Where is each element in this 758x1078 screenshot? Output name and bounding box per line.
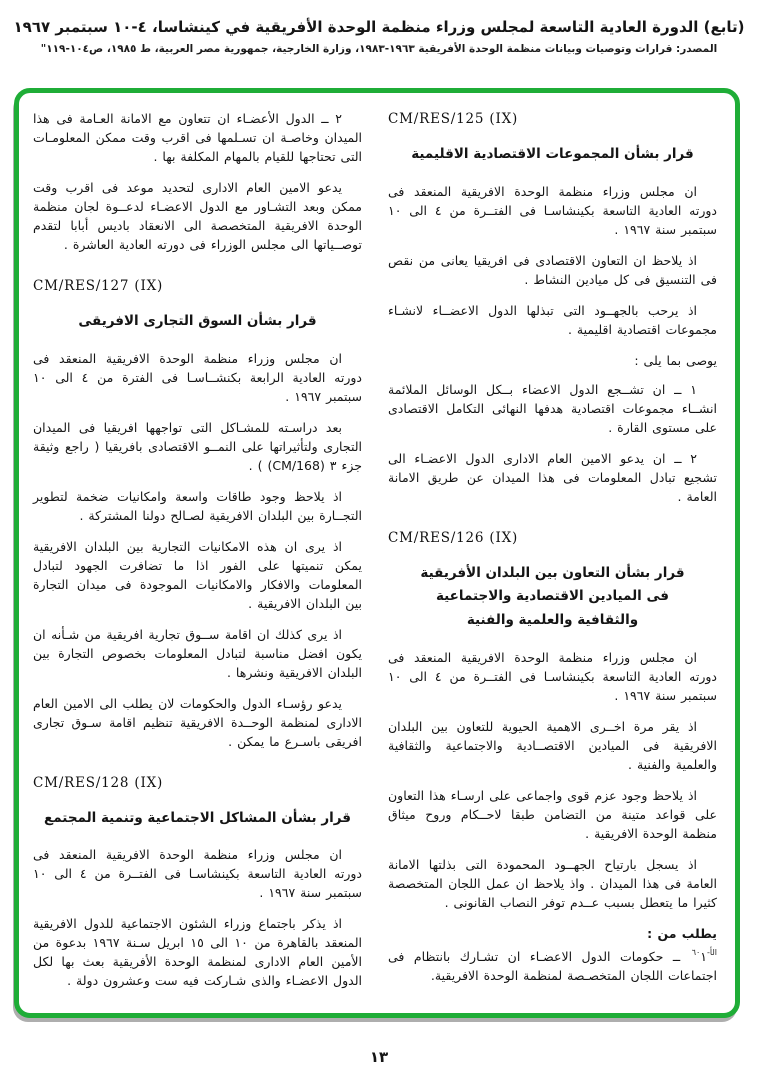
resolution-code-126: CM/RES/126 (IX) — [388, 529, 519, 546]
body-paragraph: ان مجلس وزراء منظمة الوحدة الافريقية المنعقد فى دورته العادية التاسعة بكينشاسـا فى الفتــرة من ٤ الى ١٠ سبتمبر سنة ١٩٦٧ . — [388, 649, 717, 703]
title-line: والثقافية والعلمية والفنية — [466, 611, 639, 628]
column-right — [388, 109, 717, 1003]
source-citation: المصدر: قرارات وتوصيات وبيانات منظمة الوحدة الأفريقية ١٩٦٣-١٩٨٣، وزارة الخارجية، جمهورية مصر العربية، ط ١٩٨٥، ص١٠٤-١١٩" — [40, 43, 718, 55]
body-paragraph: يدعو الامين العام الادارى لتحديد موعد فى اقرب وقت ممكن وبعد التشـاور مع الدول الاعضـاء لدعــوة لجان منظمة الوحدة الافريقية المتخصصة الى الانعقاد باديس أبابا لتقدم توصــياتها الى مجلس الوزراء فى دورته العادية العاشرة . — [33, 180, 362, 252]
body-paragraph: اذ يذكر باجتماع وزراء الشئون الاجتماعية للدول الافريقية المنعقد بالقاهرة من ١٠ الى ١٥ ابريل سـنة ١٩٦٧ بدعوة من الأمين العام الادارى لمنظمة الوحدة الأفريقية بعث بها لكل الدول الاعضـاء والذى شـاركت فيه ست وعشرون دولة . — [33, 916, 363, 989]
body-paragraph: اذ يلاحظ ان التعاون الاقتصادى فى افريقيا يعانى من نقص فى التنسيق فى كل ميادين النشاط . — [388, 252, 717, 287]
resolution-title-127: قرار بشأن السوق التجارى الافريقى — [78, 313, 317, 329]
body-paragraph: اذ يقر مرة اخــرى الاهمية الحيوية للتعاون بين البلدان الافريقية فى الميادين الاقتصــادية والاجتماعية والثقافية والعلمية والفنية . — [388, 718, 717, 772]
body-paragraph: اذ يرى ان هذه الامكانيات التجارية بين البلدان الافريقية يمكن تنميتها على الفور اذا ما تضافرت الجهود لتبادل المعلومات والافكار والامكانيات الموجودة فى ميدان التجارة بين البلدان الافريقية . — [33, 538, 362, 611]
column-left — [33, 109, 362, 1003]
numbered-item: ٢ ــ ان يدعو الامين العام الادارى الدول الاعضـاء الى تشجيع تبادل المعلومات فى هذا الميدان عن طريق الامانة العامة . — [388, 450, 717, 504]
request-item-text: ١ ــ حكومات الدول الاعضـاء ان تشـارك بانتظام فى اجتماعات اللجان المتخصـصة لمنظمة الوحدة الافريقية. — [388, 948, 717, 983]
handwritten-annotation: الأ-٦٠ — [691, 947, 717, 957]
resolution-code-128: CM/RES/128 (IX) — [33, 774, 164, 791]
resolutions-border-box — [14, 88, 740, 1018]
page-header — [0, 0, 758, 55]
page-number: ١٣ — [369, 1048, 389, 1066]
body-paragraph: اذ يلاحظ وجود عزم قوى واجماعى على ارسـاء هذا التعاون على قواعد متينة من التضامن طبقا لاحــكام وروح ميثاق منظمة الوحدة الافريقية . — [388, 787, 717, 841]
recommendation-lead: يوصى بما يلى : — [634, 352, 717, 368]
body-paragraph: ان مجلس وزراء منظمة الوحدة الافريقية المنعقد فى دورته العادية التاسعة بكينشاسـا فى الفتــرة من ٤ الى ١٠ سبتمبر سنة ١٩٦٧ . — [388, 183, 717, 237]
resolution-title-126 — [388, 562, 717, 633]
body-paragraph: اذ يرى كذلك ان اقامة ســوق تجارية افريقية من شـأنه ان يكون افضل مناسبة لتبادل المعلومات بخصوص التجارة بين البلدان الافريقية ونشرها . — [33, 626, 362, 680]
body-paragraph: اذ يلاحظ وجود طاقات واسعة وامكانيات ضخمة لتطوير التجــارة بين البلدان الافريقية لصـالح دولنا المشتركة . — [33, 488, 362, 523]
body-paragraph: ٢ ــ الدول الأعضـاء ان تتعاون مع الامانة العـامة فى هذا الميدان وخاصـة ان تسـلمها فى اقرب وقت ممكن المعلومـات التى تحتاجها للقيام بالمهام المكلفة بها . — [33, 111, 362, 164]
body-paragraph: ان مجلس وزراء منظمة الوحدة الافريقية المنعقد فى دورته العادية الرابعة بكنشــاسـا فى الفترة من ٤ الى ١٠ سبتمبر ١٩٦٧ . — [33, 350, 362, 404]
title-line: فى الميادين الاقتصادية والاجتماعية — [435, 588, 669, 605]
body-paragraph: ان مجلس وزراء منظمة الوحدة الافريقية المنعقد فى دورته العادية التاسعة بكينشاسـا فى الفتــرة من ٤ الى ١٠ سبتمبر سنة ١٩٦٧ . — [33, 847, 362, 901]
request-lead: يطلب من : — [647, 925, 717, 941]
resolution-code-127: CM/RES/127 (IX) — [33, 278, 164, 294]
body-paragraph: بعد دراسـته للمشـاكل التى تواجهها افريقيا فى الميدان التجارى ولتأثيراتها على النمــو الاقتصادى بافريقيا ( راجع وثيقة جزء ٣ (CM/168) ) . — [33, 419, 362, 473]
session-title: (تابع) الدورة العادية التاسعة لمجلس وزراء منظمة الوحدة الأفريقية في كينشاسا، ٤-١٠ سبتمبر ١٩٦٧ — [13, 18, 745, 36]
body-paragraph: اذ يسجل بارتياح الجهــود المحمودة التى بذلتها الامانة العامة فى هذا الميدان . واذ يلاحظ ان عمل اللجان المتخصصة كثيرا ما يتعطل بسبب عــدم توفر النصاب القانونى . — [388, 856, 717, 910]
body-paragraph: يدعو رؤسـاء الدول والحكومات لان يطلب الى الامين العام الادارى لمنظمة الوحــدة الافريقية تنظيم اقامة سـوق تجارى افريقى باسـرع ما يمكن . — [33, 695, 362, 749]
resolution-title-125: قرار بشأن المجموعات الاقتصادية الاقليمية — [411, 146, 694, 162]
title-line: قرار بشأن التعاون بين البلدان الأفريقية — [420, 564, 685, 581]
numbered-item: ١ ــ ان تشــجع الدول الاعضاء بــكل الوسائل الملائمة انشــاء مجموعات اقتصادية هدفها النهائى التكامل الاقتصادى على مستوى القارة . — [388, 381, 717, 435]
numbered-item — [388, 947, 717, 985]
resolution-title-128: قرار بشأن المشاكل الاجتماعية وتنمية المجتمع — [44, 809, 351, 826]
resolution-code-125: CM/RES/125 (IX) — [388, 111, 519, 127]
body-paragraph: اذ يرحب بالجهــود التى تبذلها الدول الاعضــاء لانشـاء مجموعات اقتصادية اقليمية . — [388, 302, 717, 337]
